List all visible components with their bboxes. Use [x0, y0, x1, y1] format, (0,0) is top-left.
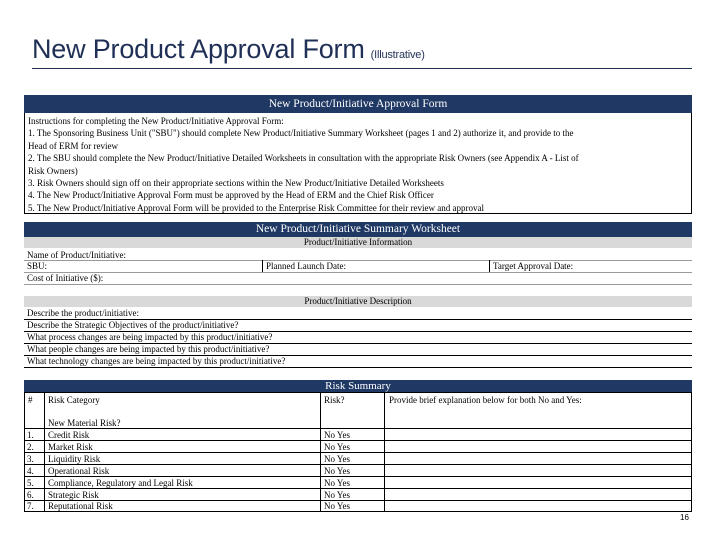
risk-row-category: Operational Risk: [48, 466, 110, 476]
col-header-risk: Risk?: [324, 395, 345, 405]
instructions-line: 4. The New Product/Initiative Approval Form must be approved by the Head of ERM and the Chief Risk Officer: [28, 190, 434, 201]
row-divider: [24, 452, 692, 453]
risk-summary-band: [24, 380, 692, 392]
instructions-line: 3. Risk Owners should sign off on their appropriate sections within the New Product/Initiative Detailed Worksheets: [28, 178, 444, 189]
approval-form-band-title: New Product/Initiative Approval Form: [268, 98, 448, 110]
name-field-label: Name of Product/Initiative:: [27, 250, 126, 260]
col-header-explanation: Provide brief explanation below for both No and Yes:: [389, 395, 582, 405]
risk-row-number: 5.: [27, 478, 34, 488]
risk-row-number: 4.: [27, 466, 34, 476]
description-row: Describe the Strategic Objectives of the product/initiative?: [27, 320, 239, 330]
approval-date-label: Target Approval Date:: [493, 261, 574, 271]
col-header-risk-category: Risk Category: [48, 395, 100, 405]
row-divider: [24, 284, 692, 285]
approval-form-band: [24, 95, 692, 113]
instructions-line: 1. The Sponsoring Business Unit ("SBU") should complete New Product/Initiative Summary Worksheet (pages 1 and 2) authorize it, and provide to the: [28, 128, 574, 139]
page-title-area: [32, 34, 692, 68]
summary-worksheet-title: New Product/Initiative Summary Worksheet: [255, 223, 461, 235]
risk-group-label: New Material Risk?: [48, 418, 121, 428]
title-qualifier: (Illustrative): [370, 49, 425, 61]
description-row: What process changes are being impacted by this product/initiative?: [27, 332, 273, 342]
description-row: Describe the product/initiative:: [27, 308, 139, 318]
description-subheader: [24, 296, 692, 307]
risk-row-category: Market Risk: [48, 442, 93, 452]
instructions-line: Risk Owners): [28, 165, 78, 176]
risk-row-no-yes-choice[interactable]: No Yes: [324, 430, 351, 440]
title-divider: [32, 68, 692, 69]
instructions-line: Instructions for completing the New Product/Initiative Approval Form:: [28, 116, 284, 126]
row-divider: [24, 440, 692, 441]
row-divider: [24, 500, 692, 501]
risk-row-number: 6.: [27, 490, 34, 500]
row-divider: [24, 488, 692, 489]
cost-field-label: Cost of Initiative ($):: [27, 273, 104, 283]
risk-row-category: Reputational Risk: [48, 501, 113, 511]
launch-date-label: Planned Launch Date:: [266, 261, 346, 271]
risk-row-no-yes-choice[interactable]: No Yes: [324, 466, 351, 476]
page-title: [32, 34, 692, 65]
description-subheader-label: Product/Initiative Description: [304, 296, 412, 306]
risk-row-category: Liquidity Risk: [48, 454, 101, 464]
row-divider: [24, 464, 692, 465]
description-row: What people changes are being impacted by this product/initiative?: [27, 344, 270, 354]
row-divider: [24, 428, 692, 429]
risk-row-no-yes-choice[interactable]: No Yes: [324, 454, 351, 464]
instructions-line: 2. The SBU should complete the New Product/Initiative Detailed Worksheets in consultation with the appropriate Risk Owners (see Appendix A - List of: [28, 153, 579, 164]
risk-row-number: 3.: [27, 454, 34, 464]
risk-row-number: 1.: [27, 430, 34, 440]
page-number: 16: [680, 513, 689, 522]
summary-worksheet-band: [24, 222, 692, 237]
title-text: New Product Approval Form: [32, 34, 365, 64]
instructions-line: Head of ERM for review: [28, 140, 118, 151]
info-subheader: [24, 237, 692, 248]
description-row: What technology changes are being impacted by this product/initiative?: [27, 356, 286, 366]
column-divider: [262, 260, 263, 272]
col-header-number: #: [28, 395, 33, 405]
instructions-box: [24, 113, 692, 214]
risk-row-category: Credit Risk: [48, 430, 90, 440]
info-subheader-label: Product/Initiative Information: [303, 237, 413, 247]
risk-row-number: 2.: [27, 442, 34, 452]
row-divider: [24, 260, 692, 261]
risk-row-no-yes-choice[interactable]: No Yes: [324, 478, 351, 488]
sbu-field-label: SBU:: [27, 261, 48, 271]
row-divider: [24, 367, 692, 368]
risk-row-no-yes-choice[interactable]: No Yes: [324, 442, 351, 452]
risk-row-category: Strategic Risk: [48, 490, 99, 500]
risk-summary-title: Risk Summary: [325, 380, 391, 392]
instructions-line: 5. The New Product/Initiative Approval Form will be provided to the Enterprise Risk Committee for their review and approval: [28, 202, 484, 213]
column-divider: [489, 260, 490, 272]
risk-row-no-yes-choice[interactable]: No Yes: [324, 501, 351, 511]
risk-row-number: 7.: [27, 501, 34, 511]
risk-row-category: Compliance, Regulatory and Legal Risk: [48, 478, 193, 488]
row-divider: [24, 272, 692, 273]
risk-row-no-yes-choice[interactable]: No Yes: [324, 490, 351, 500]
